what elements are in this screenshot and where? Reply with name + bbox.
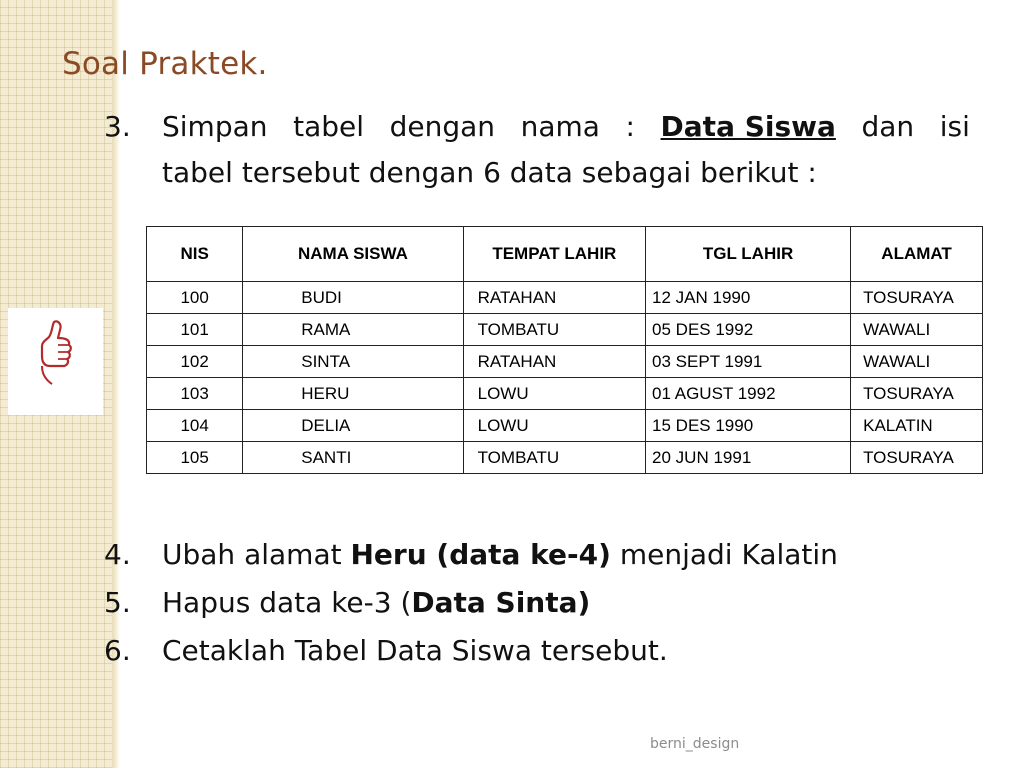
cell-tempat: RATAHAN — [463, 346, 645, 378]
cell-tgl: 20 JUN 1991 — [646, 442, 851, 474]
table-name-emphasis: Data Siswa — [660, 110, 836, 143]
cell-tempat: TOMBATU — [463, 442, 645, 474]
word: Simpan — [162, 110, 268, 143]
word: isi — [939, 110, 970, 143]
text-part: Ubah alamat — [162, 538, 351, 571]
instruction-text — [162, 532, 838, 578]
table-row — [147, 410, 983, 442]
instruction-item-3 — [104, 104, 974, 196]
cell-tgl: 01 AGUST 1992 — [646, 378, 851, 410]
header-tempat-lahir: TEMPAT LAHIR — [463, 227, 645, 282]
cell-nama: DELIA — [243, 410, 463, 442]
header-nama-siswa: NAMA SISWA — [243, 227, 463, 282]
cell-nis: 103 — [147, 378, 243, 410]
cell-tempat: TOMBATU — [463, 314, 645, 346]
item-number: 6. — [104, 634, 131, 667]
cell-alamat: TOSURAYA — [851, 282, 983, 314]
word: dan — [861, 110, 915, 143]
header-nis: NIS — [147, 227, 243, 282]
instruction-text — [162, 580, 590, 626]
item-number: 3. — [104, 110, 131, 143]
data-siswa-table — [146, 226, 983, 474]
cell-tempat: LOWU — [463, 378, 645, 410]
word: : — [625, 110, 635, 143]
word: tabel — [293, 110, 365, 143]
header-alamat: ALAMAT — [851, 227, 983, 282]
word: nama — [520, 110, 600, 143]
emphasis-text: Data Sinta) — [411, 586, 591, 619]
item-number: 4. — [104, 538, 131, 571]
cell-nama: RAMA — [243, 314, 463, 346]
table-row — [147, 314, 983, 346]
thumbs-up-icon — [36, 318, 76, 388]
cell-tempat: RATAHAN — [463, 282, 645, 314]
instruction-item-4 — [104, 532, 964, 578]
instruction-text: Cetaklah Tabel Data Siswa tersebut. — [162, 634, 668, 667]
table-row — [147, 282, 983, 314]
text-part: Hapus data ke-3 ( — [162, 586, 412, 619]
thumbs-up-icon-box — [8, 308, 103, 415]
cell-nama: SANTI — [243, 442, 463, 474]
instruction-line-1 — [162, 104, 970, 150]
cell-nis: 104 — [147, 410, 243, 442]
cell-tgl: 12 JAN 1990 — [646, 282, 851, 314]
cell-tgl: 03 SEPT 1991 — [646, 346, 851, 378]
cell-alamat: KALATIN — [851, 410, 983, 442]
header-tgl-lahir: TGL LAHIR — [646, 227, 851, 282]
cell-tgl: 15 DES 1990 — [646, 410, 851, 442]
cell-nis: 102 — [147, 346, 243, 378]
cell-nama: BUDI — [243, 282, 463, 314]
cell-nama: HERU — [243, 378, 463, 410]
table-header-row — [147, 227, 983, 282]
cell-alamat: TOSURAYA — [851, 378, 983, 410]
cell-nama: SINTA — [243, 346, 463, 378]
cell-alamat: WAWALI — [851, 346, 983, 378]
slide-title: Soal Praktek. — [62, 46, 268, 82]
cell-tempat: LOWU — [463, 410, 645, 442]
cell-nis: 100 — [147, 282, 243, 314]
footer-credit: berni_design — [650, 736, 740, 752]
text-part: menjadi Kalatin — [610, 538, 838, 571]
item-number: 5. — [104, 586, 131, 619]
table-row — [147, 442, 983, 474]
cell-alamat: TOSURAYA — [851, 442, 983, 474]
instruction-item-6 — [104, 628, 964, 674]
table-row — [147, 378, 983, 410]
emphasis-text: Heru (data ke-4) — [350, 538, 611, 571]
instruction-item-5 — [104, 580, 964, 626]
cell-nis: 101 — [147, 314, 243, 346]
word: dengan — [389, 110, 496, 143]
cell-nis: 105 — [147, 442, 243, 474]
cell-alamat: WAWALI — [851, 314, 983, 346]
table-row — [147, 346, 983, 378]
instruction-line-2: tabel tersebut dengan 6 data sebagai berikut : — [162, 156, 817, 189]
cell-tgl: 05 DES 1992 — [646, 314, 851, 346]
